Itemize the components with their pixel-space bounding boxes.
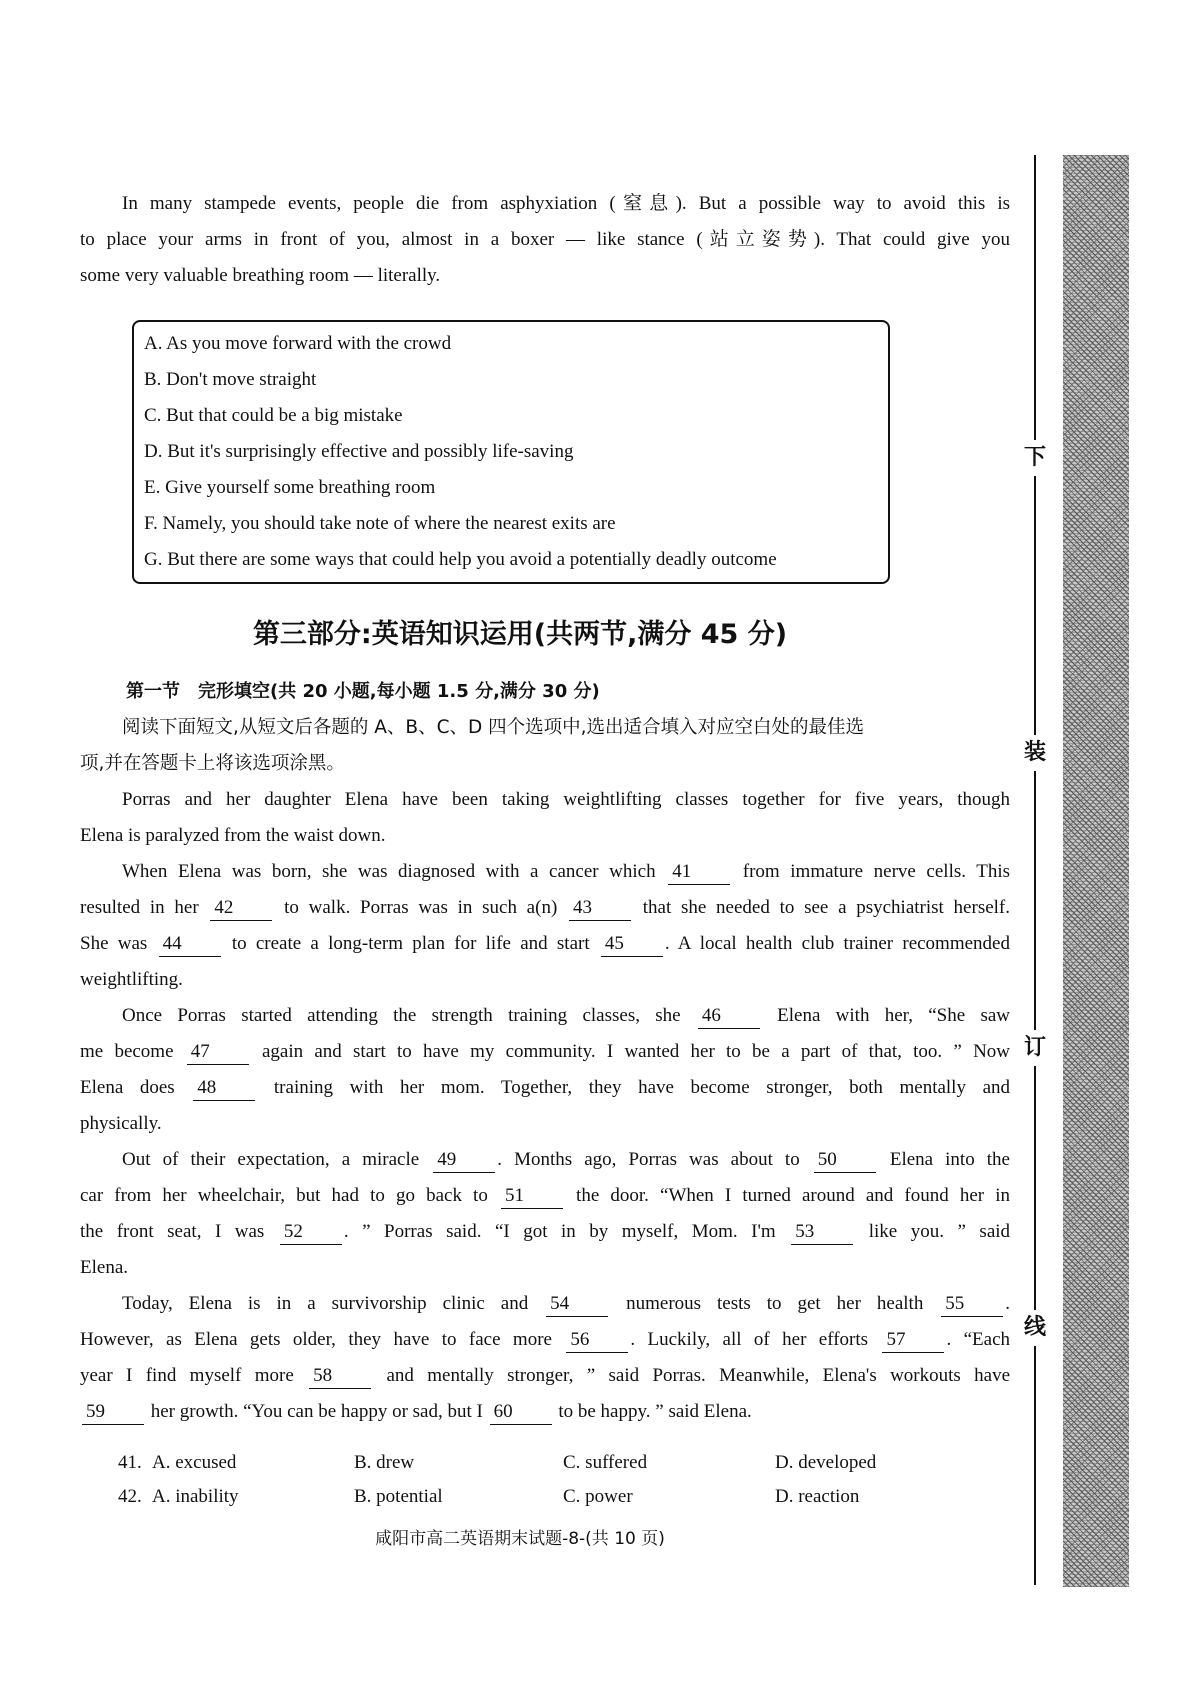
options-box — [132, 320, 890, 584]
blank-46[interactable]: 46 — [698, 1004, 760, 1029]
choice-a[interactable]: A. inability — [152, 1486, 239, 1507]
blank-55[interactable]: 55 — [941, 1292, 1003, 1317]
text-line: Today, Elena is in a survivorship clinic and 54 numerous tests to get her health 55 . — [80, 1286, 1010, 1322]
text-line: Once Porras started attending the strength training classes, she 46 Elena with her, “She saw — [80, 998, 1010, 1034]
section-title: 第三部分:英语知识运用(共两节,满分 45 分) — [252, 619, 788, 650]
text-line: car from her wheelchair, but had to go back to 51 the door. “When I turned around and found her in — [80, 1178, 1010, 1214]
text-line: When Elena was born, she was diagnosed with a cancer which 41 from immature nerve cells. This — [80, 854, 1010, 890]
text-line: 59 her growth. “You can be happy or sad, but I 60 to be happy. ” said Elena. — [80, 1394, 1010, 1430]
binding-mark-zhuang: 装 — [1021, 735, 1049, 771]
security-pattern-strip — [1063, 155, 1129, 1587]
choice-a[interactable]: A. excused — [152, 1452, 237, 1473]
binding-mark-ding: 订 — [1021, 1030, 1049, 1066]
binding-mark-xia: 下 — [1021, 440, 1049, 476]
option-b: B. Don't move straight — [144, 369, 317, 390]
text-line: In many stampede events, people die from asphyxiation (窒息). But a possible way to avoid this is — [122, 193, 1010, 214]
text-line: year I find myself more 58 and mentally stronger, ” said Porras. Meanwhile, Elena's workouts have — [80, 1358, 1010, 1394]
blank-43[interactable]: 43 — [569, 896, 631, 921]
text-line: me become 47 again and start to have my community. I wanted her to be a part of that, too. ” Now — [80, 1034, 1010, 1070]
option-c: C. But that could be a big mistake — [144, 405, 403, 426]
blank-56[interactable]: 56 — [566, 1328, 628, 1353]
text-line: to place your arms in front of you, almost in a boxer — like stance (站立姿势). That could give you — [80, 229, 1010, 250]
blank-53[interactable]: 53 — [791, 1220, 853, 1245]
option-d: D. But it's surprisingly effective and possibly life-saving — [144, 441, 574, 462]
option-g: G. But there are some ways that could help you avoid a potentially deadly outcome — [144, 549, 777, 570]
text-line: Out of their expectation, a miracle 49 . Months ago, Porras was about to 50 Elena into the — [80, 1142, 1010, 1178]
instruction-line: 阅读下面短文,从短文后各题的 A、B、C、D 四个选项中,选出适合填入对应空白处的最佳选 — [122, 717, 865, 738]
blank-60[interactable]: 60 — [490, 1400, 552, 1425]
instructions — [80, 710, 1010, 782]
text-line: some very valuable breathing room — literally. — [80, 265, 441, 286]
question-number: 42. — [118, 1486, 142, 1507]
blank-45[interactable]: 45 — [601, 932, 663, 957]
blank-57[interactable]: 57 — [882, 1328, 944, 1353]
blank-47[interactable]: 47 — [187, 1040, 249, 1065]
blank-49[interactable]: 49 — [433, 1148, 495, 1173]
blank-52[interactable]: 52 — [280, 1220, 342, 1245]
blank-48[interactable]: 48 — [193, 1076, 255, 1101]
blank-59[interactable]: 59 — [82, 1400, 144, 1425]
question-number: 41. — [118, 1452, 142, 1473]
text-line: However, as Elena gets older, they have to face more 56 . Luckily, all of her efforts 57 . “Each — [80, 1322, 1010, 1358]
blank-50[interactable]: 50 — [814, 1148, 876, 1173]
choice-d[interactable]: D. reaction — [775, 1486, 860, 1507]
choice-c[interactable]: C. power — [563, 1486, 633, 1507]
blank-58[interactable]: 58 — [309, 1364, 371, 1389]
cloze-passage — [80, 782, 1010, 1430]
blank-51[interactable]: 51 — [501, 1184, 563, 1209]
text-line: Porras and her daughter Elena have been taking weightlifting classes together for five years, though — [122, 789, 1010, 810]
blank-54[interactable]: 54 — [546, 1292, 608, 1317]
text-line: resulted in her 42 to walk. Porras was in such a(n) 43 that she needed to see a psychiatrist herself. — [80, 890, 1010, 926]
choice-c[interactable]: C. suffered — [563, 1452, 648, 1473]
option-a: A. As you move forward with the crowd — [144, 333, 452, 354]
text-line: the front seat, I was 52 . ” Porras said. “I got in by myself, Mom. I'm 53 like you. ” said — [80, 1214, 1010, 1250]
section-subtitle: 第一节 完形填空(共 20 小题,每小题 1.5 分,满分 30 分) — [126, 681, 600, 702]
choice-b[interactable]: B. potential — [354, 1486, 443, 1507]
binding-line — [1034, 155, 1036, 1585]
option-e: E. Give yourself some breathing room — [144, 477, 436, 498]
text-line: Elena is paralyzed from the waist down. — [80, 825, 386, 846]
blank-42[interactable]: 42 — [210, 896, 272, 921]
instruction-line: 项,并在答题卡上将该选项涂黑。 — [80, 753, 345, 774]
text-line: weightlifting. — [80, 969, 183, 990]
text-line: physically. — [80, 1113, 162, 1134]
text-line: Elena does 48 training with her mom. Together, they have become stronger, both mentally and — [80, 1070, 1010, 1106]
binding-mark-xian: 线 — [1021, 1310, 1049, 1346]
reading-paragraph — [80, 186, 1010, 294]
blank-44[interactable]: 44 — [159, 932, 221, 957]
choice-d[interactable]: D. developed — [775, 1452, 877, 1473]
choice-b[interactable]: B. drew — [354, 1452, 415, 1473]
text-line: She was 44 to create a long-term plan for life and start 45 . A local health club trainer recommended — [80, 926, 1010, 962]
text-line: Elena. — [80, 1257, 129, 1278]
page-footer: 咸阳市高二英语期末试题-8-(共 10 页) — [375, 1529, 665, 1549]
option-f: F. Namely, you should take note of where the nearest exits are — [144, 513, 616, 534]
blank-41[interactable]: 41 — [668, 860, 730, 885]
